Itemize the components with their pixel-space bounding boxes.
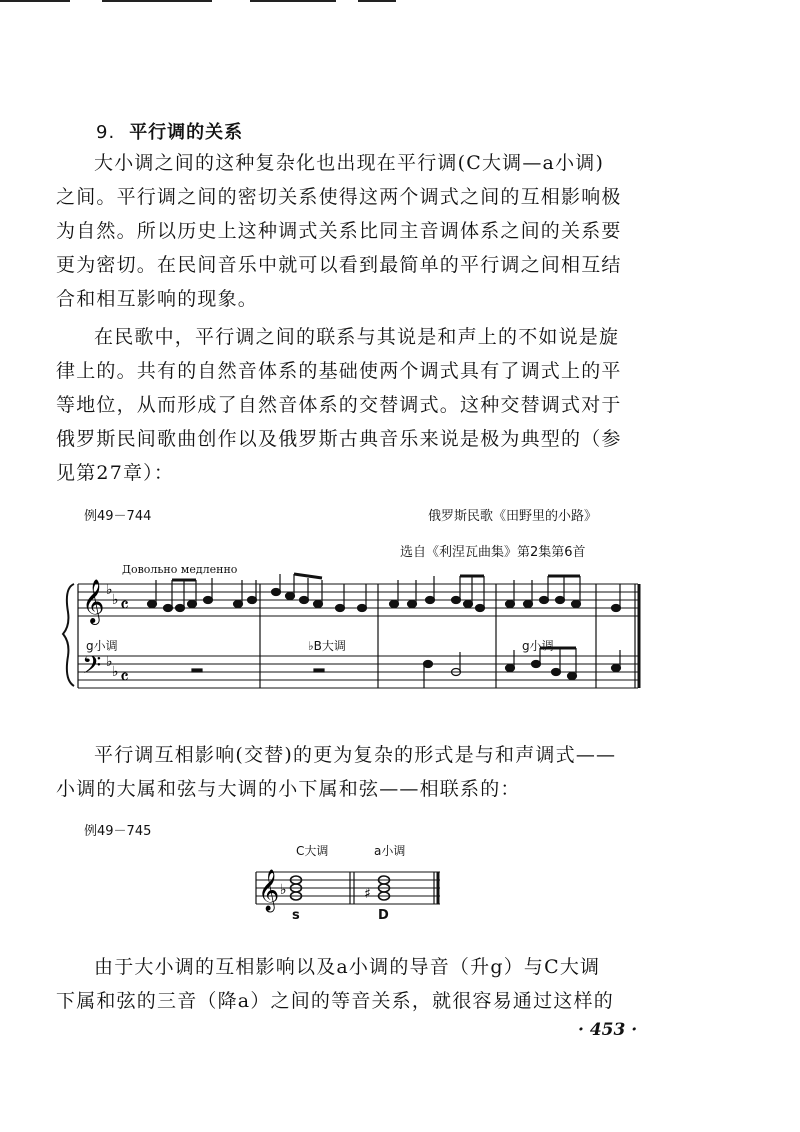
example-744-source: 俄罗斯民歌《田野里的小路》 — [428, 509, 598, 524]
melody-notes — [148, 574, 621, 612]
time-signature-icon: 𝄴 — [120, 593, 129, 617]
music-score-745 — [250, 862, 450, 932]
example-744-citation: 选自《利涅瓦曲集》第2集第6首 — [400, 545, 586, 560]
text-line: 为自然。所以历史上这种调式关系比同主音调体系之间的关系要 — [56, 220, 622, 242]
paragraph-3 — [56, 738, 668, 806]
page-number: · 453 · — [578, 1020, 638, 1040]
flat-icon: ♭ — [106, 582, 113, 598]
function-label: D — [378, 908, 389, 923]
section-number: 9. — [96, 122, 116, 143]
treble-clef-icon: 𝄞 — [82, 579, 105, 623]
text-line: 等地位，从而形成了自然音体系的交替调式。这种交替调式对于 — [56, 394, 622, 416]
top-rule — [102, 0, 212, 2]
key-label: g小调 — [522, 639, 554, 653]
treble-staff — [78, 584, 638, 616]
flat-icon: ♭ — [112, 592, 119, 608]
flat-icon: ♭ — [112, 664, 119, 680]
example-744-label: 例49－744 — [84, 509, 152, 524]
section-title: 平行调的关系 — [129, 122, 244, 143]
section-heading — [96, 118, 243, 144]
paragraph-2 — [56, 320, 668, 490]
key-label: g小调 — [86, 639, 118, 653]
text-line: 之间。平行调之间的密切关系使得这两个调式之间的互相影响极 — [56, 186, 622, 208]
top-rule — [358, 0, 396, 2]
text-line: 大小调之间的这种复杂化也出现在平行调(C大调—a小调) — [94, 152, 605, 174]
music-score-744 — [60, 570, 650, 700]
system-brace — [63, 584, 74, 686]
bass-notes — [192, 648, 621, 688]
treble-clef-icon: 𝄞 — [258, 870, 280, 911]
key-label: ♭B大调 — [308, 639, 346, 653]
key-label: a小调 — [374, 844, 406, 858]
time-signature-icon: 𝄴 — [120, 665, 129, 689]
text-line: 更为密切。在民间音乐中就可以看到最简单的平行调之间相互结 — [56, 254, 622, 276]
bass-clef-icon: 𝄢 — [82, 651, 102, 686]
paragraph-4 — [56, 950, 668, 1018]
text-line: 小调的大属和弦与大调的小下属和弦——相联系的： — [56, 778, 521, 800]
example-745-label: 例49－745 — [84, 824, 152, 839]
text-line: 律上的。共有的自然音体系的基础使两个调式具有了调式上的平 — [56, 360, 622, 382]
sharp-icon: ♯ — [364, 886, 371, 902]
text-line: 见第27章）： — [56, 462, 175, 484]
tempo-marking: Довольно медленно — [122, 563, 238, 576]
text-line: 平行调互相影响(交替)的更为复杂的形式是与和声调式—— — [94, 744, 617, 766]
text-line: 由于大小调的互相影响以及a小调的导音（升g）与C大调 — [94, 956, 601, 978]
key-label: C大调 — [296, 844, 329, 858]
function-label: s — [292, 908, 300, 923]
text-line: 俄罗斯民间歌曲创作以及俄罗斯古典音乐来说是极为典型的（参 — [56, 428, 622, 450]
flat-icon: ♭ — [106, 654, 113, 670]
text-line: 下属和弦的三音（降a）之间的等音关系，就很容易通过这样的 — [56, 990, 614, 1012]
text-line: 合和相互影响的现象。 — [56, 288, 259, 310]
top-rule — [0, 0, 70, 2]
text-line: 在民歌中，平行调之间的联系与其说是和声上的不如说是旋 — [94, 326, 620, 348]
paragraph-1 — [56, 146, 668, 316]
top-rule — [250, 0, 336, 2]
flat-icon: ♭ — [280, 882, 287, 898]
